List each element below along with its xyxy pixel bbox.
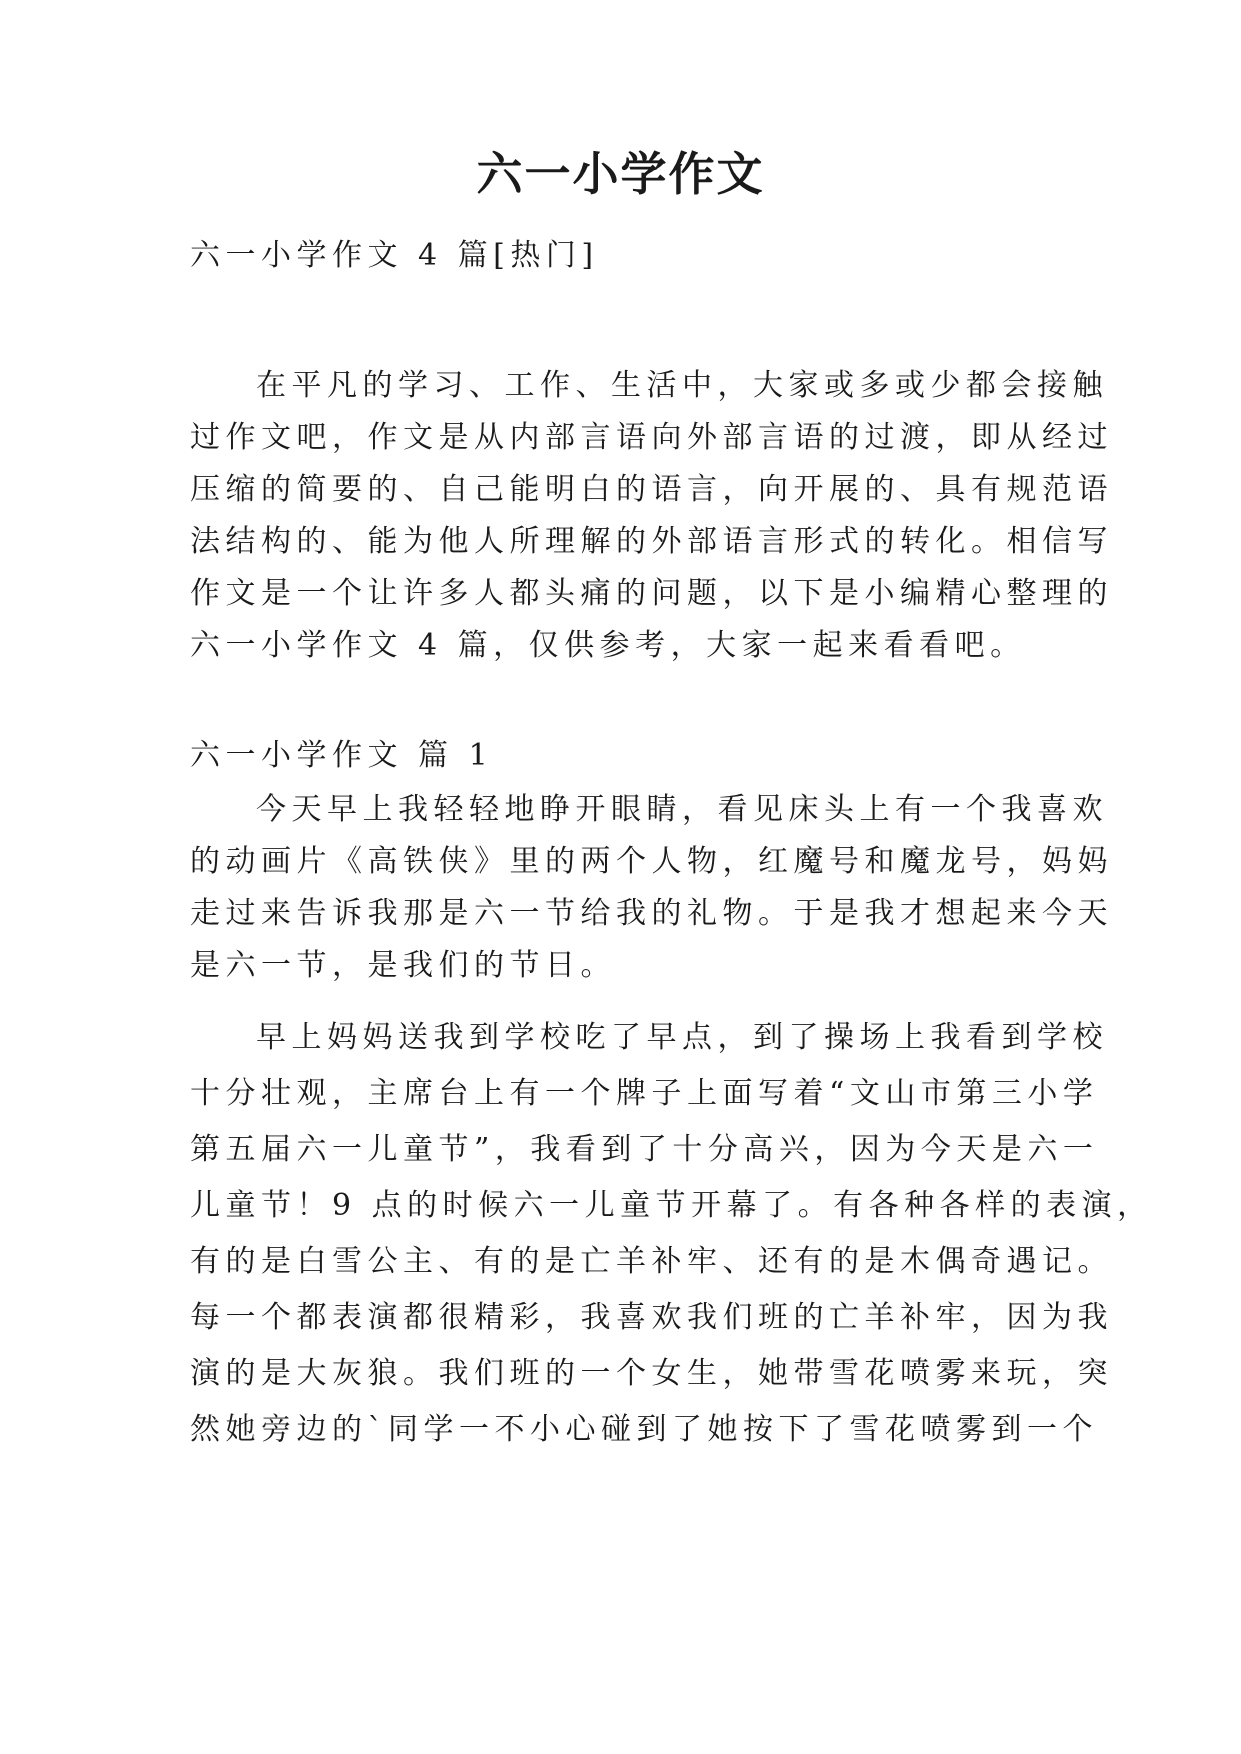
text-line: 然她旁边的`同学一不小心碰到了她按下了雪花喷雾到一个	[190, 1412, 1098, 1447]
text-line: 走过来告诉我那是六一节给我的礼物。于是我才想起来今天	[190, 896, 1113, 931]
section-heading: 六一小学作文 篇 1	[190, 738, 494, 773]
document-title: 六一小学作文	[476, 147, 765, 201]
text-line: 的动画片《高铁侠》里的两个人物，红魔号和魔龙号，妈妈	[190, 844, 1113, 879]
document-subtitle: 六一小学作文 4 篇[热门]	[190, 238, 599, 273]
text-line: 法结构的、能为他人所理解的外部语言形式的转化。相信写	[190, 524, 1113, 559]
text-line: 早上妈妈送我到学校吃了早点，到了操场上我看到学校	[256, 1020, 1108, 1055]
text-line: 过作文吧，作文是从内部言语向外部言语的过渡，即从经过	[190, 420, 1113, 455]
text-line: 演的是大灰狼。我们班的一个女生，她带雪花喷雾来玩，突	[190, 1356, 1113, 1391]
text-line: 第五届六一儿童节”，我看到了十分高兴，因为今天是六一	[190, 1132, 1099, 1167]
text-line: 是六一节，是我们的节日。	[190, 948, 616, 983]
text-line: 有的是白雪公主、有的是亡羊补牢、还有的是木偶奇遇记。	[190, 1244, 1113, 1279]
text-line: 今天早上我轻轻地睁开眼睛，看见床头上有一个我喜欢	[256, 792, 1108, 827]
text-line: 儿童节！9 点的时候六一儿童节开幕了。有各种各样的表演，	[190, 1188, 1153, 1223]
text-line: 十分壮观，主席台上有一个牌子上面写着“文山市第三小学	[190, 1076, 1099, 1111]
text-line: 每一个都表演都很精彩，我喜欢我们班的亡羊补牢，因为我	[190, 1300, 1113, 1335]
text-line: 作文是一个让许多人都头痛的问题，以下是小编精心整理的	[190, 576, 1113, 611]
text-line: 压缩的简要的、自己能明白的语言，向开展的、具有规范语	[190, 472, 1113, 507]
text-line: 在平凡的学习、工作、生活中，大家或多或少都会接触	[256, 368, 1108, 403]
text-line: 六一小学作文 4 篇，仅供参考，大家一起来看看吧。	[190, 628, 1026, 663]
